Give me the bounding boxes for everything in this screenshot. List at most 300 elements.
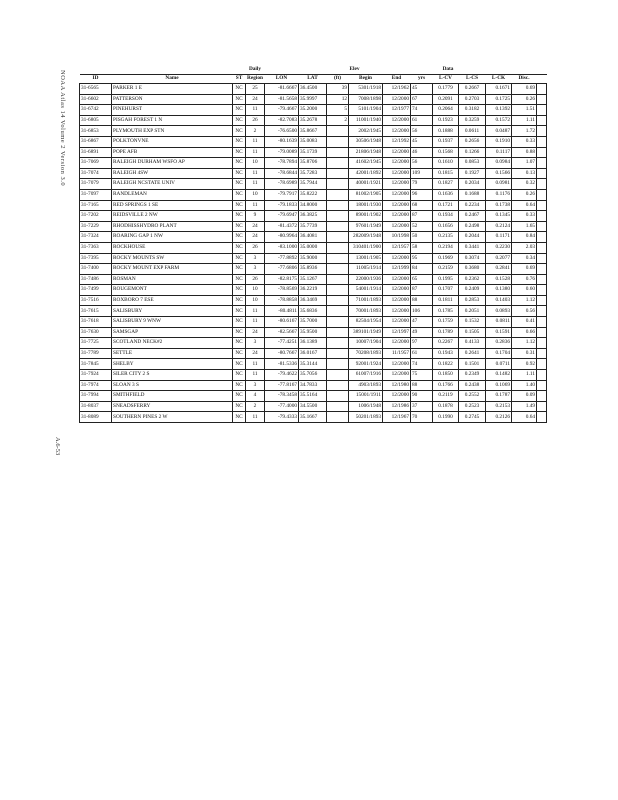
cell-id: 31-7499 [80, 285, 112, 296]
cell-lcs: 0.3441 [459, 242, 486, 253]
cell-lcv: 0.1995 [433, 274, 459, 285]
cell-name: ROUGEMONT [112, 285, 233, 296]
cell-id: 31-8037 [80, 401, 112, 412]
cell-elev: 5 [327, 105, 349, 116]
cell-elev [327, 264, 349, 275]
cell-region: 24 [246, 221, 265, 232]
cell-disc: 0.34 [512, 253, 537, 264]
cell-id: 31-7069 [80, 158, 112, 169]
cell-disc: 0.33 [512, 211, 537, 222]
cell-disc: 2.03 [512, 242, 537, 253]
table-row [80, 168, 547, 179]
cell-lck: 0.2126 [486, 412, 512, 423]
cell-begin: 7008/1898 [349, 94, 383, 105]
cell-disc: 0.13 [512, 168, 537, 179]
cell-lck: 0.2124 [486, 221, 512, 232]
cell-st: NC [233, 380, 246, 391]
cell-region: 11 [246, 105, 265, 116]
cell-lat: 35.8936 [299, 264, 327, 275]
header-disc: Disc. [512, 75, 537, 84]
cell-elev [327, 158, 349, 169]
cell-begin: 282009/1948 [349, 232, 383, 243]
cell-elev [327, 401, 349, 412]
cell-region: 11 [246, 306, 265, 317]
cell-lck: 0.2230 [486, 242, 512, 253]
table-row [80, 317, 547, 328]
cell-id: 31-7097 [80, 189, 112, 200]
cell-yrs: 90 [411, 391, 433, 402]
cell-id: 31-6602 [80, 94, 112, 105]
table-row [80, 359, 547, 370]
cell-lcs: 0.2656 [459, 136, 486, 147]
cell-end: 12/2000 [383, 370, 411, 381]
header-lcs: L-CS [459, 75, 486, 84]
cell-begin: 92001/1924 [349, 359, 383, 370]
cell-lcs: 0.1501 [459, 359, 486, 370]
cell-region: 11 [246, 200, 265, 211]
cell-blank [537, 285, 547, 296]
cell-lcv: 0.1610 [433, 158, 459, 169]
cell-region: 2 [246, 126, 265, 137]
cell-lcs: 0.2641 [459, 348, 486, 359]
header-yrs: yrs [411, 75, 433, 84]
cell-region: 11 [246, 370, 265, 381]
header-begin: Begin [349, 75, 383, 84]
cell-lcs: 0.3182 [459, 105, 486, 116]
cell-lcv: 0.1636 [433, 189, 459, 200]
cell-lcv: 0.1707 [433, 285, 459, 296]
cell-lcs: 0.2552 [459, 391, 486, 402]
cell-id: 31-7395 [80, 253, 112, 264]
cell-lat: 36.4081 [299, 232, 327, 243]
cell-lat: 35.0083 [299, 136, 327, 147]
cell-lcv: 0.1779 [433, 84, 459, 95]
cell-elev [327, 338, 349, 349]
cell-end: 12/2000 [383, 179, 411, 190]
table-row [80, 380, 547, 391]
cell-lcv: 0.1759 [433, 317, 459, 328]
cell-id: 31-7630 [80, 327, 112, 338]
cell-lck: 0.1392 [486, 105, 512, 116]
cell-yrs: 37 [411, 401, 433, 412]
cell-elev: 39 [327, 84, 349, 95]
cell-disc: 0.92 [512, 359, 537, 370]
cell-begin: 11005/1914 [349, 264, 383, 275]
cell-lcs: 0.2438 [459, 380, 486, 391]
side-title: NOAA Atlas 14 Volume 2 Version 3.0 [59, 70, 66, 187]
cell-begin: 71001/1893 [349, 295, 383, 306]
cell-blank [537, 147, 547, 158]
cell-yrs: 75 [411, 370, 433, 381]
cell-name: ROCKY MOUNT EXP FARM [112, 264, 233, 275]
cell-yrs: 58 [411, 242, 433, 253]
cell-name: ROXBORO 7 ESE [112, 295, 233, 306]
cell-region: 3 [246, 338, 265, 349]
cell-name: PARKER 1 E [112, 84, 233, 95]
cell-lck: 0.1704 [486, 348, 512, 359]
cell-begin: 97601/1949 [349, 221, 383, 232]
cell-region: 10 [246, 158, 265, 169]
cell-begin: 15001/1911 [349, 391, 383, 402]
cell-st: NC [233, 348, 246, 359]
cell-end: 12/2000 [383, 295, 411, 306]
cell-lcv: 0.2267 [433, 338, 459, 349]
cell-lon: -79.4667 [265, 105, 299, 116]
cell-region: 26 [246, 274, 265, 285]
cell-st: NC [233, 200, 246, 211]
cell-blank [537, 401, 547, 412]
cell-elev [327, 126, 349, 137]
table-row [80, 126, 547, 137]
cell-end: 12/1999 [383, 264, 411, 275]
cell-region: 11 [246, 359, 265, 370]
table-row [80, 348, 547, 359]
cell-st: NC [233, 274, 246, 285]
cell-disc: 1.72 [512, 126, 537, 137]
cell-lck: 0.1345 [486, 211, 512, 222]
cell-begin: 310401/1900 [349, 242, 383, 253]
cell-lat: 35.5164 [299, 391, 327, 402]
cell-blank [537, 94, 547, 105]
cell-lat: 35.2678 [299, 115, 327, 126]
cell-st: NC [233, 401, 246, 412]
cell-lat: 35.8222 [299, 189, 327, 200]
cell-lck: 0.2153 [486, 401, 512, 412]
cell-st: NC [233, 391, 246, 402]
cell-lck: 0.1482 [486, 370, 512, 381]
cell-lcv: 0.1568 [433, 147, 459, 158]
table-row [80, 158, 547, 169]
cell-name: RANDLEMAN [112, 189, 233, 200]
cell-st: NC [233, 242, 246, 253]
cell-end: 12/1962 [383, 84, 411, 95]
cell-st: NC [233, 158, 246, 169]
cell-end: 12/1986 [383, 401, 411, 412]
cell-yrs: 84 [411, 264, 433, 275]
cell-region: 10 [246, 295, 265, 306]
cell-region: 11 [246, 412, 265, 423]
cell-yrs: 49 [411, 327, 433, 338]
cell-end: 12/1977 [383, 105, 411, 116]
cell-elev [327, 200, 349, 211]
cell-lon: -80.7667 [265, 348, 299, 359]
cell-elev [327, 136, 349, 147]
cell-lcs: 0.0611 [459, 126, 486, 137]
cell-st: NC [233, 126, 246, 137]
cell-blank [537, 105, 547, 116]
cell-lon: -81.4372 [265, 221, 299, 232]
cell-lcv: 0.2119 [433, 391, 459, 402]
cell-name: RHODHISSHYDRO PLANT [112, 221, 233, 232]
cell-disc: 0.84 [512, 232, 537, 243]
cell-name: PATTERSON [112, 94, 233, 105]
cell-lck: 0.1117 [486, 147, 512, 158]
cell-lon: -78.8569 [265, 285, 299, 296]
table-row [80, 306, 547, 317]
cell-elev [327, 242, 349, 253]
cell-yrs: 109 [411, 168, 433, 179]
cell-lck: 0.0711 [486, 359, 512, 370]
cell-blank [537, 189, 547, 200]
cell-lat: 35.7056 [299, 370, 327, 381]
cell-blank [537, 136, 547, 147]
cell-blank [537, 348, 547, 359]
cell-region: 3 [246, 253, 265, 264]
table-row [80, 391, 547, 402]
cell-id: 31-7516 [80, 295, 112, 306]
cell-name: RALEIGH 4SW [112, 168, 233, 179]
cell-id: 31-6565 [80, 84, 112, 95]
cell-elev [327, 295, 349, 306]
cell-name: RALEIGH DURHAM WSFO AP [112, 158, 233, 169]
cell-lat: 35.7000 [299, 317, 327, 328]
cell-elev [327, 327, 349, 338]
cell-region: 4 [246, 391, 265, 402]
cell-lon: -82.7083 [265, 115, 299, 126]
cell-region: 3 [246, 380, 265, 391]
header-name: Name [112, 75, 233, 84]
table-row [80, 242, 547, 253]
cell-region: 24 [246, 327, 265, 338]
cell-elev [327, 274, 349, 285]
cell-id: 31-7202 [80, 211, 112, 222]
cell-region: 2 [246, 401, 265, 412]
table-row [80, 147, 547, 158]
cell-lon: -79.7917 [265, 189, 299, 200]
cell-lcv: 0.1934 [433, 211, 459, 222]
cell-begin: 70208/1893 [349, 348, 383, 359]
cell-disc: 1.12 [512, 295, 537, 306]
cell-st: NC [233, 84, 246, 95]
cell-end: 12/2000 [383, 211, 411, 222]
cell-region: 26 [246, 115, 265, 126]
cell-yrs: 87 [411, 285, 433, 296]
cell-yrs: 47 [411, 317, 433, 328]
cell-lcs: 0.1532 [459, 317, 486, 328]
cell-lat: 35.8667 [299, 126, 327, 137]
cell-elev [327, 391, 349, 402]
cell-lcv: 0.1990 [433, 412, 459, 423]
cell-name: SLOAN 3 S [112, 380, 233, 391]
cell-elev: 12 [327, 94, 349, 105]
cell-id: 31-7845 [80, 359, 112, 370]
cell-lcs: 0.2349 [459, 370, 486, 381]
cell-lck: 0.1380 [486, 285, 512, 296]
cell-begin: 42001/1892 [349, 168, 383, 179]
cell-lck: 0.1528 [486, 274, 512, 285]
table-row [80, 232, 547, 243]
cell-region: 24 [246, 348, 265, 359]
cell-yrs: 74 [411, 359, 433, 370]
cell-id: 31-6853 [80, 126, 112, 137]
cell-lck: 0.0811 [486, 317, 512, 328]
cell-st: NC [233, 306, 246, 317]
header-daily: Daily [248, 66, 262, 73]
cell-blank [537, 306, 547, 317]
cell-elev [327, 211, 349, 222]
cell-disc: 1.49 [512, 401, 537, 412]
cell-begin: 10007/1904 [349, 338, 383, 349]
table-row [80, 274, 547, 285]
cell-lat: 35.1267 [299, 274, 327, 285]
cell-lon: -77.8892 [265, 253, 299, 264]
cell-id: 31-7994 [80, 391, 112, 402]
cell-end: 12/2000 [383, 94, 411, 105]
cell-lon: -82.8175 [265, 274, 299, 285]
cell-name: SOUTHERN PINES 2 W [112, 412, 233, 423]
cell-st: NC [233, 189, 246, 200]
cell-name: SAMSGAP [112, 327, 233, 338]
cell-lck: 0.1591 [486, 327, 512, 338]
cell-begin: 89001/1902 [349, 211, 383, 222]
cell-yrs: 61 [411, 115, 433, 126]
cell-name: SCOTLAND NECK#2 [112, 338, 233, 349]
cell-yrs: 106 [411, 306, 433, 317]
cell-lcs: 0.2409 [459, 285, 486, 296]
table-row [80, 412, 547, 423]
cell-st: NC [233, 136, 246, 147]
cell-name: SHELBY [112, 359, 233, 370]
cell-begin: 30506/1948 [349, 136, 383, 147]
cell-blank [537, 179, 547, 190]
cell-lcs: 0.1688 [459, 189, 486, 200]
cell-elev: 2 [327, 115, 349, 126]
cell-lck: 0.0984 [486, 158, 512, 169]
cell-st: NC [233, 253, 246, 264]
cell-id: 31-7079 [80, 179, 112, 190]
cell-lcs: 0.0853 [459, 158, 486, 169]
cell-lat: 35.2000 [299, 105, 327, 116]
cell-yrs: 45 [411, 136, 433, 147]
cell-disc: 1.40 [512, 380, 537, 391]
cell-name: SALISBURY 9 WNW [112, 317, 233, 328]
cell-lat: 35.3144 [299, 359, 327, 370]
cell-lon: -81.6667 [265, 84, 299, 95]
cell-end: 12/2000 [383, 306, 411, 317]
cell-begin: 5301/1918 [349, 84, 383, 95]
cell-region: 3 [246, 264, 265, 275]
cell-lon: -79.0089 [265, 147, 299, 158]
cell-yrs: 45 [411, 84, 433, 95]
cell-name: ROARING GAP 1 NW [112, 232, 233, 243]
cell-end: 12/2000 [383, 158, 411, 169]
cell-lcs: 0.1927 [459, 168, 486, 179]
cell-lat: 35.7283 [299, 168, 327, 179]
cell-disc: 0.33 [512, 136, 537, 147]
cell-lat: 35.1667 [299, 412, 327, 423]
cell-lcv: 0.1815 [433, 168, 459, 179]
cell-end: 12/1980 [383, 380, 411, 391]
cell-disc: 1.07 [512, 158, 537, 169]
cell-st: NC [233, 94, 246, 105]
cell-lcv: 0.1827 [433, 179, 459, 190]
cell-st: NC [233, 211, 246, 222]
cell-lon: -78.6844 [265, 168, 299, 179]
cell-region: 10 [246, 189, 265, 200]
cell-st: NC [233, 327, 246, 338]
cell-lat: 35.7739 [299, 221, 327, 232]
cell-lcs: 0.2498 [459, 221, 486, 232]
cell-lon: -81.5336 [265, 359, 299, 370]
cell-lcv: 0.2194 [433, 242, 459, 253]
cell-lck: 0.1787 [486, 391, 512, 402]
cell-id: 31-7974 [80, 380, 112, 391]
cell-blank [537, 264, 547, 275]
cell-disc: 0.26 [512, 189, 537, 200]
cell-id: 31-6805 [80, 115, 112, 126]
cell-end: 12/2000 [383, 391, 411, 402]
cell-lat: 34.7833 [299, 380, 327, 391]
cell-yrs: 96 [411, 189, 433, 200]
cell-blank [537, 380, 547, 391]
cell-lon: -79.4333 [265, 412, 299, 423]
table-row [80, 370, 547, 381]
cell-lcs: 0.2745 [459, 412, 486, 423]
cell-id: 31-7789 [80, 348, 112, 359]
cell-lck: 0.1566 [486, 168, 512, 179]
cell-lon: -83.1000 [265, 242, 299, 253]
cell-lon: -80.1639 [265, 136, 299, 147]
cell-lck: 0.2077 [486, 253, 512, 264]
cell-region: 11 [246, 179, 265, 190]
cell-lck: 0.0893 [486, 306, 512, 317]
cell-lat: 34.5500 [299, 401, 327, 412]
cell-st: NC [233, 370, 246, 381]
cell-elev [327, 370, 349, 381]
cell-lck: 0.1403 [486, 295, 512, 306]
cell-lcv: 0.1721 [433, 200, 459, 211]
cell-yrs: 97 [411, 338, 433, 349]
cell-elev [327, 306, 349, 317]
cell-lcs: 0.3680 [459, 264, 486, 275]
cell-lon: -78.6989 [265, 179, 299, 190]
cell-end: 12/2000 [383, 274, 411, 285]
cell-disc: 1.65 [512, 221, 537, 232]
cell-blank [537, 84, 547, 95]
cell-begin: 21806/1948 [349, 147, 383, 158]
cell-lat: 35.1739 [299, 147, 327, 158]
cell-end: 12/2000 [383, 359, 411, 370]
cell-lon: -79.6947 [265, 211, 299, 222]
header-lcv: L-CV [433, 75, 459, 84]
cell-lat: 36.3825 [299, 211, 327, 222]
cell-lck: 0.1725 [486, 94, 512, 105]
cell-lat: 35.9000 [299, 253, 327, 264]
cell-begin: 4903/1893 [349, 380, 383, 391]
cell-lcv: 0.1785 [433, 306, 459, 317]
header-id: ID [80, 75, 112, 84]
cell-elev [327, 147, 349, 158]
cell-elev [327, 348, 349, 359]
cell-disc: 0.56 [512, 306, 537, 317]
cell-blank [537, 317, 547, 328]
cell-lcs: 0.2234 [459, 200, 486, 211]
header-st: ST [233, 75, 246, 84]
cell-region: 11 [246, 168, 265, 179]
table-row [80, 295, 547, 306]
cell-end: 12/2000 [383, 221, 411, 232]
cell-begin: 81002/1905 [349, 189, 383, 200]
cell-lat: 34.8000 [299, 200, 327, 211]
cell-region: 9 [246, 211, 265, 222]
cell-lcv: 0.1850 [433, 370, 459, 381]
cell-begin: 2002/1945 [349, 126, 383, 137]
cell-lon: -77.4000 [265, 401, 299, 412]
cell-end: 12/2000 [383, 338, 411, 349]
cell-id: 31-7229 [80, 221, 112, 232]
cell-lcs: 0.2853 [459, 295, 486, 306]
cell-id: 31-8089 [80, 412, 112, 423]
